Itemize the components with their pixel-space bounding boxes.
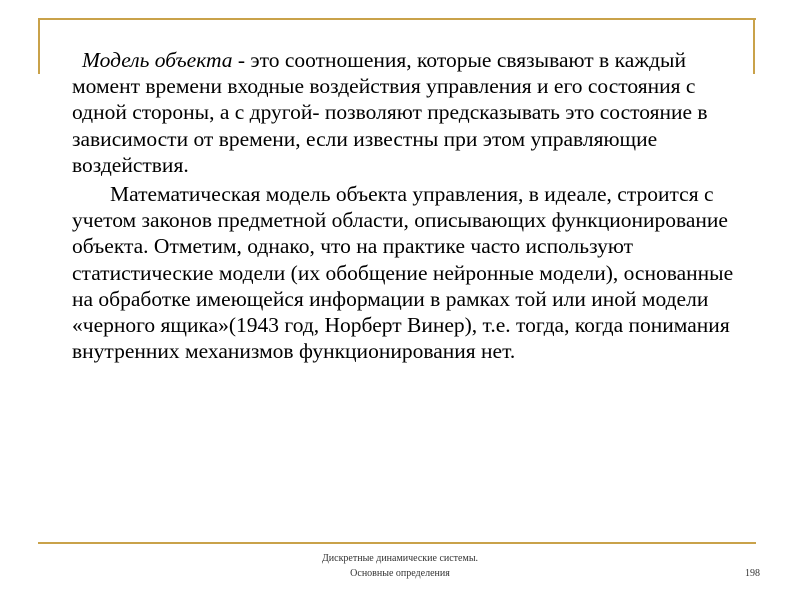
term-object-model: Модель объекта: [82, 48, 233, 72]
footer-title-line2: Основные определения: [350, 568, 450, 579]
paragraph-model-definition: [72, 47, 748, 178]
bottom-border-line: [38, 542, 756, 544]
page-number: 198: [745, 568, 760, 579]
footer-title-line1: Дискретные динамические системы.: [321, 553, 479, 564]
footer-title: [200, 551, 600, 581]
slide-body: [72, 47, 748, 364]
top-border-line: [38, 18, 756, 20]
right-border-line: [753, 18, 755, 74]
left-border-line: [38, 18, 40, 74]
paragraph-math-model: Математическая модель объекта управления, в идеале, строится с учетом законов предметной области, описывающих функционирование объекта. Отметим, однако, что на практике часто используют статистические модели (их обобщение нейронные модели), основанные на обработке имеющейся информации в рамках той или иной модели «черного ящика»(1943 год, Норберт Винер), т.е. тогда, когда понимания внутренних механизмов функционирования нет.: [72, 182, 734, 364]
paragraph-model-definition-text: - это соотношения, которые связывают в каждый момент времени входные воздействия управления и его состояния с одной стороны, а с другой- позволяют предсказывать это состояние в зависимости от времени, если известны при этом управляющие воздействия.: [72, 48, 708, 177]
